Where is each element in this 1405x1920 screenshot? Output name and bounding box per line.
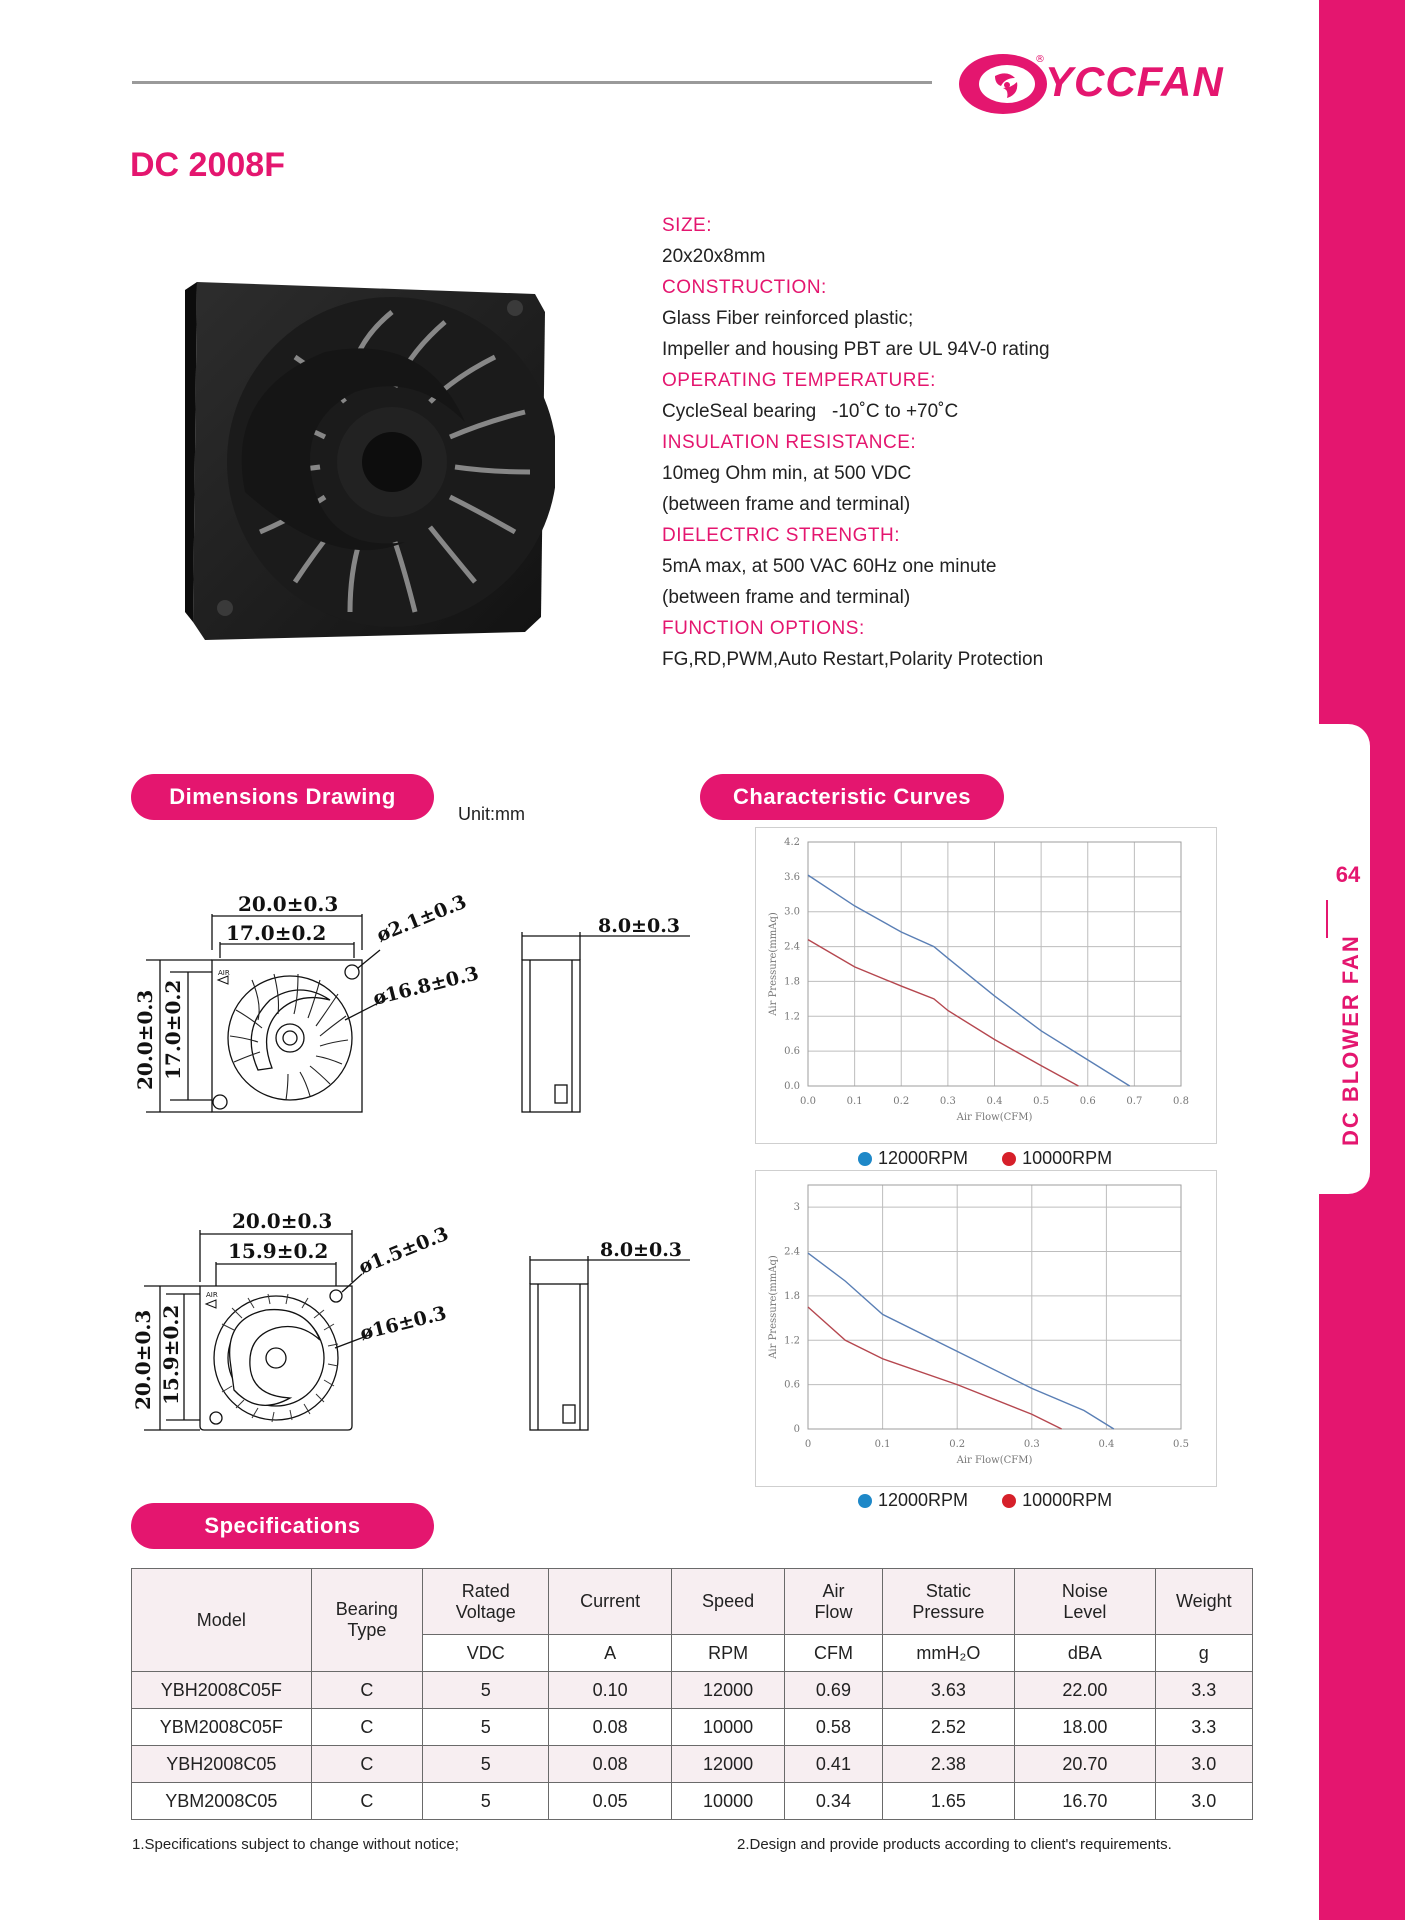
chart-2-frame bbox=[755, 1170, 1217, 1487]
brand-name: YCCFAN bbox=[1045, 58, 1224, 105]
th-noise: Noise Level bbox=[1015, 1569, 1156, 1635]
dimension-drawing-2 bbox=[130, 1200, 700, 1450]
spec-value-insulation-1: 10meg Ohm min, at 500 VDC bbox=[662, 463, 912, 484]
spec-value-insulation-2: (between frame and terminal) bbox=[662, 494, 911, 515]
x-tick-label: 0.4 bbox=[1098, 1439, 1115, 1450]
series-line-10000RPM bbox=[808, 940, 1078, 1086]
y-tick-label: 2.4 bbox=[784, 941, 800, 953]
legend-label-12000: 12000RPM bbox=[878, 1490, 969, 1510]
legend-dot-12000 bbox=[858, 1152, 872, 1166]
specifications-heading: Specifications bbox=[131, 1503, 434, 1549]
spec-value-construction-2: Impeller and housing PBT are UL 94V-0 rating bbox=[662, 339, 1050, 360]
x-axis-label: Air Flow(CFM) bbox=[956, 1455, 1033, 1466]
y-tick-label: 1.2 bbox=[784, 1335, 800, 1347]
unit-label: Unit:mm bbox=[458, 804, 525, 824]
side-category bbox=[1338, 900, 1368, 1160]
chart-1-frame bbox=[755, 827, 1217, 1144]
table-row bbox=[132, 1746, 1253, 1783]
d2-height-pitch-label: 15.9±0.2 bbox=[159, 1304, 183, 1405]
th-model: Model bbox=[132, 1569, 312, 1672]
th-speed: Speed bbox=[671, 1569, 784, 1635]
d1-hole-pitch-label: 17.0±0.2 bbox=[226, 921, 327, 945]
cell-weight: 3.3 bbox=[1155, 1709, 1252, 1746]
th-voltage: Rated Voltage bbox=[423, 1569, 549, 1635]
x-axis-label: Air Flow(CFM) bbox=[956, 1112, 1033, 1123]
legend-label-12000: 12000RPM bbox=[878, 1148, 969, 1168]
cell-speed: 12000 bbox=[671, 1672, 784, 1709]
characteristic-curves-heading: Characteristic Curves bbox=[700, 774, 1004, 820]
svg-text:®: ® bbox=[1035, 54, 1045, 65]
spec-value-temperature: CycleSeal bearing -10˚C to +70˚C bbox=[662, 401, 959, 422]
legend-label-10000: 10000RPM bbox=[1022, 1490, 1113, 1510]
x-tick-label: 0.2 bbox=[893, 1096, 910, 1107]
chart-1-legend bbox=[858, 1148, 1112, 1169]
cell-weight: 3.3 bbox=[1155, 1672, 1252, 1709]
x-tick-label: 0.1 bbox=[874, 1439, 891, 1450]
spec-value-size: 20x20x8mm bbox=[662, 246, 766, 267]
cell-model: YBM2008C05 bbox=[132, 1783, 312, 1820]
x-tick-label: 0.5 bbox=[1173, 1439, 1189, 1450]
cell-current: 0.05 bbox=[549, 1783, 671, 1820]
spec-label-temperature: OPERATING TEMPERATURE: bbox=[662, 370, 936, 391]
chart-2 bbox=[756, 1171, 1216, 1486]
product-title: DC 2008F bbox=[130, 146, 285, 184]
cell-speed: 12000 bbox=[671, 1746, 784, 1783]
header-rule bbox=[132, 81, 932, 84]
cell-current: 0.08 bbox=[549, 1746, 671, 1783]
cell-bearing: C bbox=[311, 1783, 422, 1820]
page-number: 64 bbox=[1335, 862, 1361, 887]
th-pressure: Static Pressure bbox=[882, 1569, 1014, 1635]
y-axis-label: Air Pressure(mmAq) bbox=[768, 912, 779, 1016]
cell-airflow: 0.58 bbox=[785, 1709, 882, 1746]
unit-airflow: CFM bbox=[785, 1635, 882, 1672]
chart-2-legend bbox=[858, 1490, 1112, 1511]
legend-label-10000: 10000RPM bbox=[1022, 1148, 1113, 1168]
d1-air-label: AIR bbox=[218, 969, 230, 977]
y-axis-label: Air Pressure(mmAq) bbox=[768, 1255, 779, 1359]
footnote-left: 1.Specifications subject to change without notice; bbox=[132, 1836, 459, 1853]
cell-current: 0.08 bbox=[549, 1709, 671, 1746]
x-tick-label: 0.2 bbox=[949, 1439, 966, 1450]
cell-pressure: 2.52 bbox=[882, 1709, 1014, 1746]
y-tick-label: 3 bbox=[793, 1202, 800, 1214]
spec-label-size: SIZE: bbox=[662, 215, 713, 236]
footnote-right: 2.Design and provide products according to client's requirements. bbox=[737, 1836, 1172, 1853]
legend-dot-12000 bbox=[858, 1494, 872, 1508]
th-weight: Weight bbox=[1155, 1569, 1252, 1635]
cell-voltage: 5 bbox=[423, 1783, 549, 1820]
unit-pressure: mmH₂O bbox=[882, 1635, 1014, 1672]
cell-model: YBM2008C05F bbox=[132, 1709, 312, 1746]
x-tick-label: 0.3 bbox=[939, 1096, 956, 1107]
cell-noise: 22.00 bbox=[1015, 1672, 1156, 1709]
unit-weight: g bbox=[1155, 1635, 1252, 1672]
cell-noise: 16.70 bbox=[1015, 1783, 1156, 1820]
cell-noise: 18.00 bbox=[1015, 1709, 1156, 1746]
spec-label-dielectric: DIELECTRIC STRENGTH: bbox=[662, 525, 901, 546]
cell-airflow: 0.34 bbox=[785, 1783, 882, 1820]
d1-thickness-label: 8.0±0.3 bbox=[598, 915, 681, 937]
y-tick-label: 3.0 bbox=[784, 906, 800, 918]
x-tick-label: 0.7 bbox=[1126, 1096, 1143, 1107]
cell-voltage: 5 bbox=[423, 1672, 549, 1709]
spec-value-functions: FG,RD,PWM,Auto Restart,Polarity Protection bbox=[662, 649, 1044, 670]
cell-speed: 10000 bbox=[671, 1783, 784, 1820]
x-tick-label: 0 bbox=[804, 1439, 812, 1450]
cell-voltage: 5 bbox=[423, 1746, 549, 1783]
side-category-label: DC BLOWER FAN bbox=[1338, 934, 1363, 1146]
table-row bbox=[132, 1783, 1253, 1820]
chart-1 bbox=[756, 828, 1216, 1143]
d1-height-label: 20.0±0.3 bbox=[133, 989, 157, 1090]
dimensions-drawing-heading: Dimensions Drawing bbox=[131, 774, 434, 820]
dimension-drawing-1 bbox=[130, 880, 700, 1130]
y-tick-label: 0.6 bbox=[784, 1379, 800, 1391]
specifications-table bbox=[131, 1568, 1253, 1820]
th-airflow: Air Flow bbox=[785, 1569, 882, 1635]
x-tick-label: 0.0 bbox=[800, 1096, 816, 1107]
table-row bbox=[132, 1672, 1253, 1709]
x-tick-label: 0.6 bbox=[1079, 1096, 1096, 1107]
cell-airflow: 0.69 bbox=[785, 1672, 882, 1709]
cell-current: 0.10 bbox=[549, 1672, 671, 1709]
y-tick-label: 1.2 bbox=[784, 1011, 800, 1023]
d1-hole-dia-label: ø2.1±0.3 bbox=[373, 890, 470, 947]
fan-photo bbox=[185, 272, 555, 642]
cell-bearing: C bbox=[311, 1672, 422, 1709]
spec-label-insulation: INSULATION RESISTANCE: bbox=[662, 432, 917, 453]
cell-weight: 3.0 bbox=[1155, 1783, 1252, 1820]
y-tick-label: 3.6 bbox=[784, 871, 800, 883]
legend-dot-10000 bbox=[1002, 1494, 1016, 1508]
series-line-12000RPM bbox=[808, 875, 1130, 1086]
d1-impeller-dia-label: ø16.8±0.3 bbox=[370, 962, 481, 1010]
plot-area bbox=[808, 1185, 1181, 1429]
series-line-12000RPM bbox=[808, 1253, 1114, 1429]
cell-bearing: C bbox=[311, 1709, 422, 1746]
cell-model: YBH2008C05F bbox=[132, 1672, 312, 1709]
y-tick-label: 0.0 bbox=[784, 1081, 800, 1092]
unit-current: A bbox=[549, 1635, 671, 1672]
y-tick-label: 1.8 bbox=[784, 1290, 800, 1302]
cell-noise: 20.70 bbox=[1015, 1746, 1156, 1783]
y-tick-label: 2.4 bbox=[784, 1246, 800, 1258]
series-line-10000RPM bbox=[808, 1307, 1062, 1429]
d2-hole-dia-label: ø1.5±0.3 bbox=[355, 1222, 452, 1279]
th-bearing: Bearing Type bbox=[311, 1569, 422, 1672]
y-tick-label: 0.6 bbox=[784, 1046, 800, 1058]
d2-air-label: AIR bbox=[206, 1291, 218, 1299]
cell-voltage: 5 bbox=[423, 1709, 549, 1746]
legend-dot-10000 bbox=[1002, 1152, 1016, 1166]
d1-height-pitch-label: 17.0±0.2 bbox=[161, 979, 185, 1080]
y-tick-label: 0 bbox=[793, 1424, 800, 1435]
table-row bbox=[132, 1709, 1253, 1746]
unit-speed: RPM bbox=[671, 1635, 784, 1672]
spec-value-dielectric-1: 5mA max, at 500 VAC 60Hz one minute bbox=[662, 556, 997, 577]
cell-speed: 10000 bbox=[671, 1709, 784, 1746]
cell-weight: 3.0 bbox=[1155, 1746, 1252, 1783]
d2-thickness-label: 8.0±0.3 bbox=[600, 1239, 683, 1261]
spec-list bbox=[662, 210, 1262, 675]
side-divider bbox=[1326, 900, 1328, 938]
x-tick-label: 0.3 bbox=[1023, 1439, 1040, 1450]
d2-impeller-dia-label: ø16±0.3 bbox=[357, 1302, 449, 1345]
x-tick-label: 0.1 bbox=[846, 1096, 863, 1107]
d1-width-label: 20.0±0.3 bbox=[238, 892, 339, 916]
unit-voltage: VDC bbox=[423, 1635, 549, 1672]
cell-pressure: 2.38 bbox=[882, 1746, 1014, 1783]
y-tick-label: 1.8 bbox=[784, 976, 800, 988]
x-tick-label: 0.5 bbox=[1033, 1096, 1050, 1107]
th-current: Current bbox=[549, 1569, 671, 1635]
x-tick-label: 0.8 bbox=[1173, 1096, 1189, 1107]
spec-label-functions: FUNCTION OPTIONS: bbox=[662, 618, 865, 639]
unit-noise: dBA bbox=[1015, 1635, 1156, 1672]
cell-airflow: 0.41 bbox=[785, 1746, 882, 1783]
d2-width-label: 20.0±0.3 bbox=[232, 1209, 333, 1233]
cell-pressure: 3.63 bbox=[882, 1672, 1014, 1709]
spec-value-construction-1: Glass Fiber reinforced plastic; bbox=[662, 308, 914, 329]
cell-model: YBH2008C05 bbox=[132, 1746, 312, 1783]
spec-label-construction: CONSTRUCTION: bbox=[662, 277, 827, 298]
y-tick-label: 4.2 bbox=[784, 837, 800, 848]
spec-value-dielectric-2: (between frame and terminal) bbox=[662, 587, 911, 608]
d2-hole-pitch-label: 15.9±0.2 bbox=[228, 1239, 329, 1263]
cell-pressure: 1.65 bbox=[882, 1783, 1014, 1820]
d2-height-label: 20.0±0.3 bbox=[131, 1309, 155, 1410]
x-tick-label: 0.4 bbox=[986, 1096, 1003, 1107]
cell-bearing: C bbox=[311, 1746, 422, 1783]
